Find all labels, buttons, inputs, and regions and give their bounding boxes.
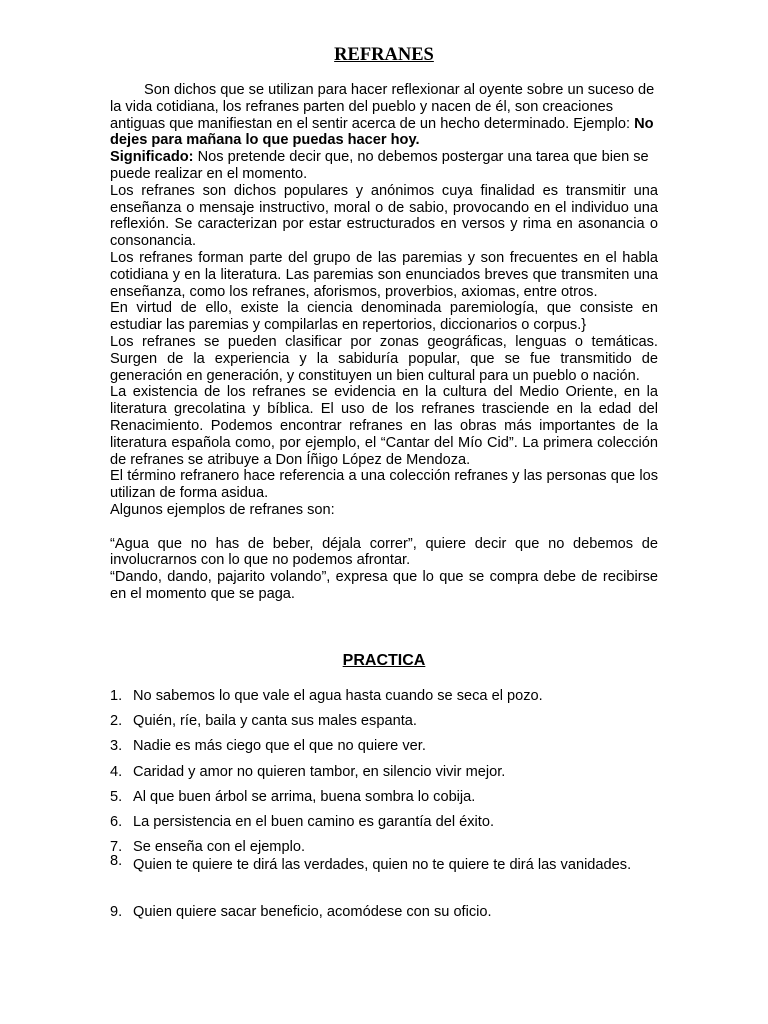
list-number: 1.	[110, 688, 123, 704]
intro-body	[110, 82, 658, 603]
list-number: 3.	[110, 738, 123, 755]
list-text: Quien quiere sacar beneficio, acomódese con su oficio.	[133, 903, 492, 920]
list-number: 6.	[110, 813, 123, 830]
paragraph-7: La existencia de los refranes se evidencia en la cultura del Medio Oriente, en la literatura grecolatina y bíblica. El uso de los refranes trasciende en la edad del Renacimiento. Podemos encontrar refranes en las obras más importantes de la literatura española como, por ejemplo, el “Cantar del Mío Cid”. La primera colección de refranes se atribuye a Don Íñigo López de Mendoza.	[110, 384, 658, 468]
meaning-label: Significado:	[110, 149, 194, 166]
list-number: 4.	[110, 763, 123, 780]
meaning-text: Nos pretende decir que, no debemos postergar una tarea que bien se puede realizar en el momento.	[110, 149, 649, 182]
list-item	[110, 688, 658, 713]
document-title: REFRANES	[334, 45, 434, 65]
list-item	[110, 713, 658, 738]
list-item	[110, 738, 658, 763]
list-item	[110, 789, 658, 814]
list-text: Quién, ríe, baila y canta sus males espanta.	[133, 713, 417, 730]
list-number: 8.	[110, 853, 123, 870]
spacer	[110, 519, 658, 536]
paragraph-4: Los refranes forman parte del grupo de las paremias y son frecuentes en el habla cotidiana y en la literatura. Las paremias son enunciados breves que transmiten una enseñanza, como los refranes, aforismos, proverbios, axiomas, entre otros.	[110, 249, 658, 300]
list-text: Nadie es más ciego que el que no quiere ver.	[133, 738, 426, 755]
intro-text: Son dichos que se utilizan para hacer reflexionar al oyente sobre un suceso de la vida cotidiana, los refranes parten del pueblo y nacen de él, son creaciones antiguas que manifiestan en el sentir acerca de un hecho determinado. Ejemplo:	[110, 82, 655, 132]
list-item	[110, 904, 658, 929]
example-proverb: No dejes para mañana lo que puedas hacer hoy.	[110, 115, 654, 149]
list-number: 7.	[110, 839, 123, 856]
list-number: 9.	[110, 903, 123, 920]
practice-list	[110, 688, 658, 929]
list-item	[110, 853, 658, 903]
list-number: 2.	[110, 713, 123, 730]
list-number: 5.	[110, 788, 123, 805]
list-item	[110, 814, 658, 839]
paragraph-5: En virtud de ello, existe la ciencia denominada paremiología, que consiste en estudiar las paremias y compilarlas en repertorios, diccionarios o corpus.}	[110, 300, 658, 334]
practice-title: PRACTICA	[342, 652, 426, 669]
intro-paragraph-1	[110, 82, 658, 149]
paragraph-3: Los refranes son dichos populares y anónimos cuya finalidad es transmitir una enseñanza o mensaje instructivo, moral o de sabio, provocando en el individuo una reflexión. Se caracterizan por estar estructurados en versos y rima en asonancia o consonancia.	[110, 182, 658, 250]
paragraph-6: Los refranes se pueden clasificar por zonas geográficas, lenguas o temáticas. Surgen de la experiencia y la sabiduría popular, que se fue transmitido de generación en generación, y constituyen un bien cultural para un pueblo o nación.	[110, 333, 658, 384]
meaning-paragraph	[110, 149, 658, 183]
example-1: “Agua que no has de beber, déjala correr”, quiere decir que no debemos de involucrarnos con lo que no podemos afrontar.	[110, 535, 658, 569]
list-text: Al que buen árbol se arrima, buena sombra lo cobija.	[133, 788, 476, 805]
list-text: Caridad y amor no quieren tambor, en silencio vivir mejor.	[133, 763, 506, 780]
list-text: No sabemos lo que vale el agua hasta cuando se seca el pozo.	[133, 688, 543, 704]
example-2: “Dando, dando, pajarito volando”, expresa que lo que se compra debe de recibirse en el momento que se paga.	[110, 569, 658, 602]
paragraph-9: Algunos ejemplos de refranes son:	[110, 501, 335, 518]
paragraph-8: El término refranero hace referencia a una colección refranes y las personas que los utilizan de forma asidua.	[110, 468, 658, 502]
list-text: Se enseña con el ejemplo.	[133, 839, 305, 856]
list-text: Quien te quiere te dirá las verdades, quien no te quiere te dirá las vanidades.	[133, 857, 632, 874]
list-item	[110, 764, 658, 789]
list-text: La persistencia en el buen camino es garantía del éxito.	[133, 813, 495, 830]
